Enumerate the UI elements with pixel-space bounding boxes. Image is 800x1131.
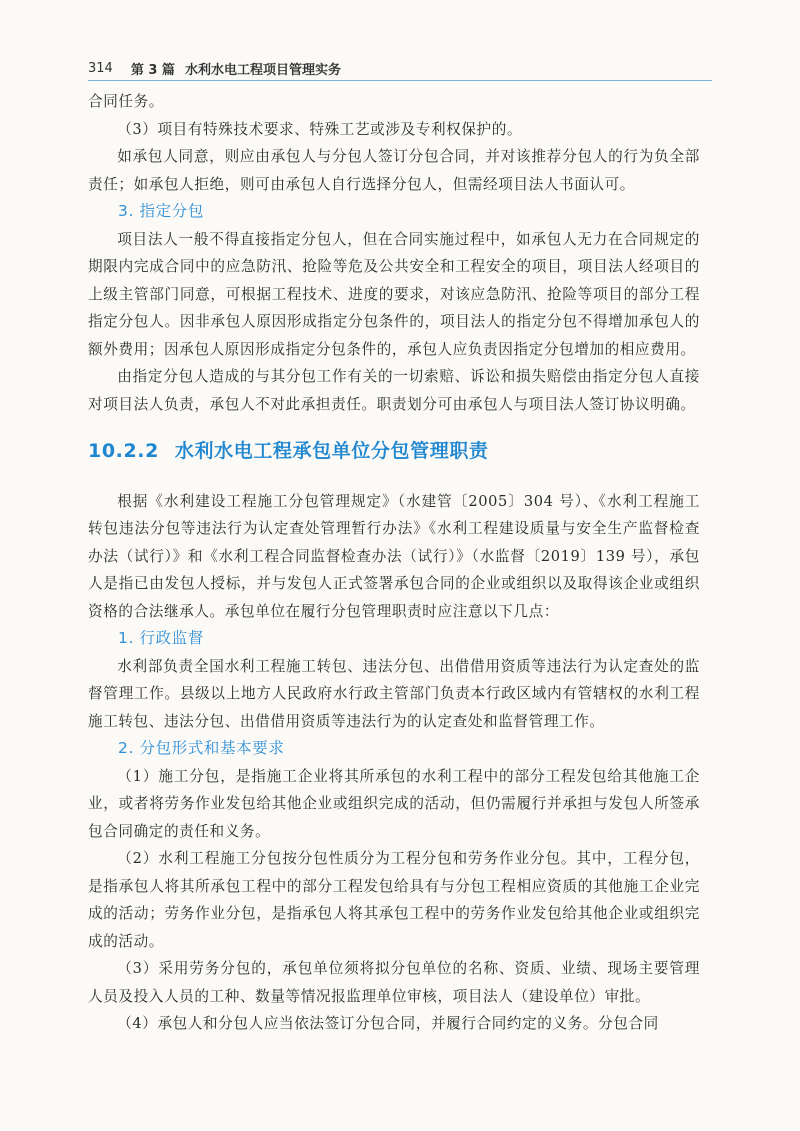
part-label: 第 3 篇	[130, 62, 175, 78]
book-title: 水利水电工程项目管理实务	[184, 62, 341, 78]
header-rule	[88, 80, 712, 81]
paragraph: 合同任务。	[88, 93, 164, 110]
section-heading	[88, 438, 700, 466]
section-number: 10.2.2	[88, 440, 159, 462]
paragraph: 由指定分包人造成的与其分包工作有关的一切索赔、诉讼和损失赔偿由指定分包人直接对项目法人负责，承包人不对此承担责任。职责划分可由承包人与项目法人签订协议明确。	[88, 368, 700, 413]
subsection-heading: 3. 指定分包	[118, 202, 204, 220]
page-number: 314	[88, 60, 113, 76]
paragraph: 如承包人同意，则应由承包人与分包人签订分包合同，并对该推荐分包人的行为负全部责任；如承包人拒绝，则可由承包人自行选择分包人，但需经项目法人书面认可。	[88, 148, 700, 193]
running-header	[88, 58, 712, 78]
paragraph: 水利部负责全国水利工程施工转包、违法分包、出借借用资质等违法行为认定查处的监督管理工作。县级以上地方人民政府水行政主管部门负责本行政区域内有管辖权的水利工程施工转包、违法分包、出借借用资质等违法行为的认定查处和监督管理工作。	[88, 657, 700, 730]
paragraph: （3）项目有特殊技术要求、特殊工艺或涉及专利权保护的。	[117, 120, 523, 138]
paragraph: （4）承包人和分包人应当依法签订分包合同，并履行合同约定的义务。分包合同	[117, 1015, 659, 1032]
paragraph: 项目法人一般不得直接指定分包人，但在合同实施过程中，如承包人无力在合同规定的期限内完成合同中的应急防汛、抢险等危及公共安全和工程安全的项目，项目法人经项目的上级主管部门同意，可根据工程技术、进度的要求，对该应急防汛、抢险等项目的部分工程指定分包人。因非承包人原因形成指定分包条件的，项目法人的指定分包不得增加承包人的额外费用；因承包人原因形成指定分包条件的，承包人应负责因指定分包增加的相应费用。	[88, 230, 700, 358]
subsection-heading: 1. 行政监督	[118, 629, 204, 647]
paragraph: （2）水利工程施工分包按分包性质分为工程分包和劳务作业分包。其中，工程分包，是指承包人将其所承包工程中的部分工程发包给具有与分包工程相应资质的其他施工企业完成的活动；劳务作业分包，是指承包人将其承包工程中的劳务作业发包给其他企业或组织完成的活动。	[88, 850, 700, 950]
paragraph: （1）施工分包，是指施工企业将其所承包的水利工程中的部分工程发包给其他施工企业，或者将劳务作业发包给其他企业或组织完成的活动，但仍需履行并承担与发包人所签承包合同确定的责任和义务。	[88, 767, 700, 840]
paragraph: 根据《水利建设工程施工分包管理规定》（水建管〔2005〕304 号）、《水利工程施工转包违法分包等违法行为认定查处管理暂行办法》《水利工程建设质量与安全生产监督检查办法（试行）》和《水利工程合同监督检查办法（试行）》（水监督〔2019〕139 号），承包人是指已由发包人授标，并与发包人正式签署承包合同的企业或组织以及取得该企业或组织资格的合法继承人。承包单位在履行分包管理职责时应注意以下几点：	[88, 492, 700, 620]
body-text	[88, 88, 700, 1038]
section-title: 水利水电工程承包单位分包管理职责	[174, 440, 489, 462]
paragraph: （3）采用劳务分包的，承包单位须将拟分包单位的名称、资质、业绩、现场主要管理人员及投入人员的工种、数量等情况报监理单位审核，项目法人（建设单位）审批。	[88, 960, 700, 1005]
subsection-heading: 2. 分包形式和基本要求	[118, 739, 285, 757]
